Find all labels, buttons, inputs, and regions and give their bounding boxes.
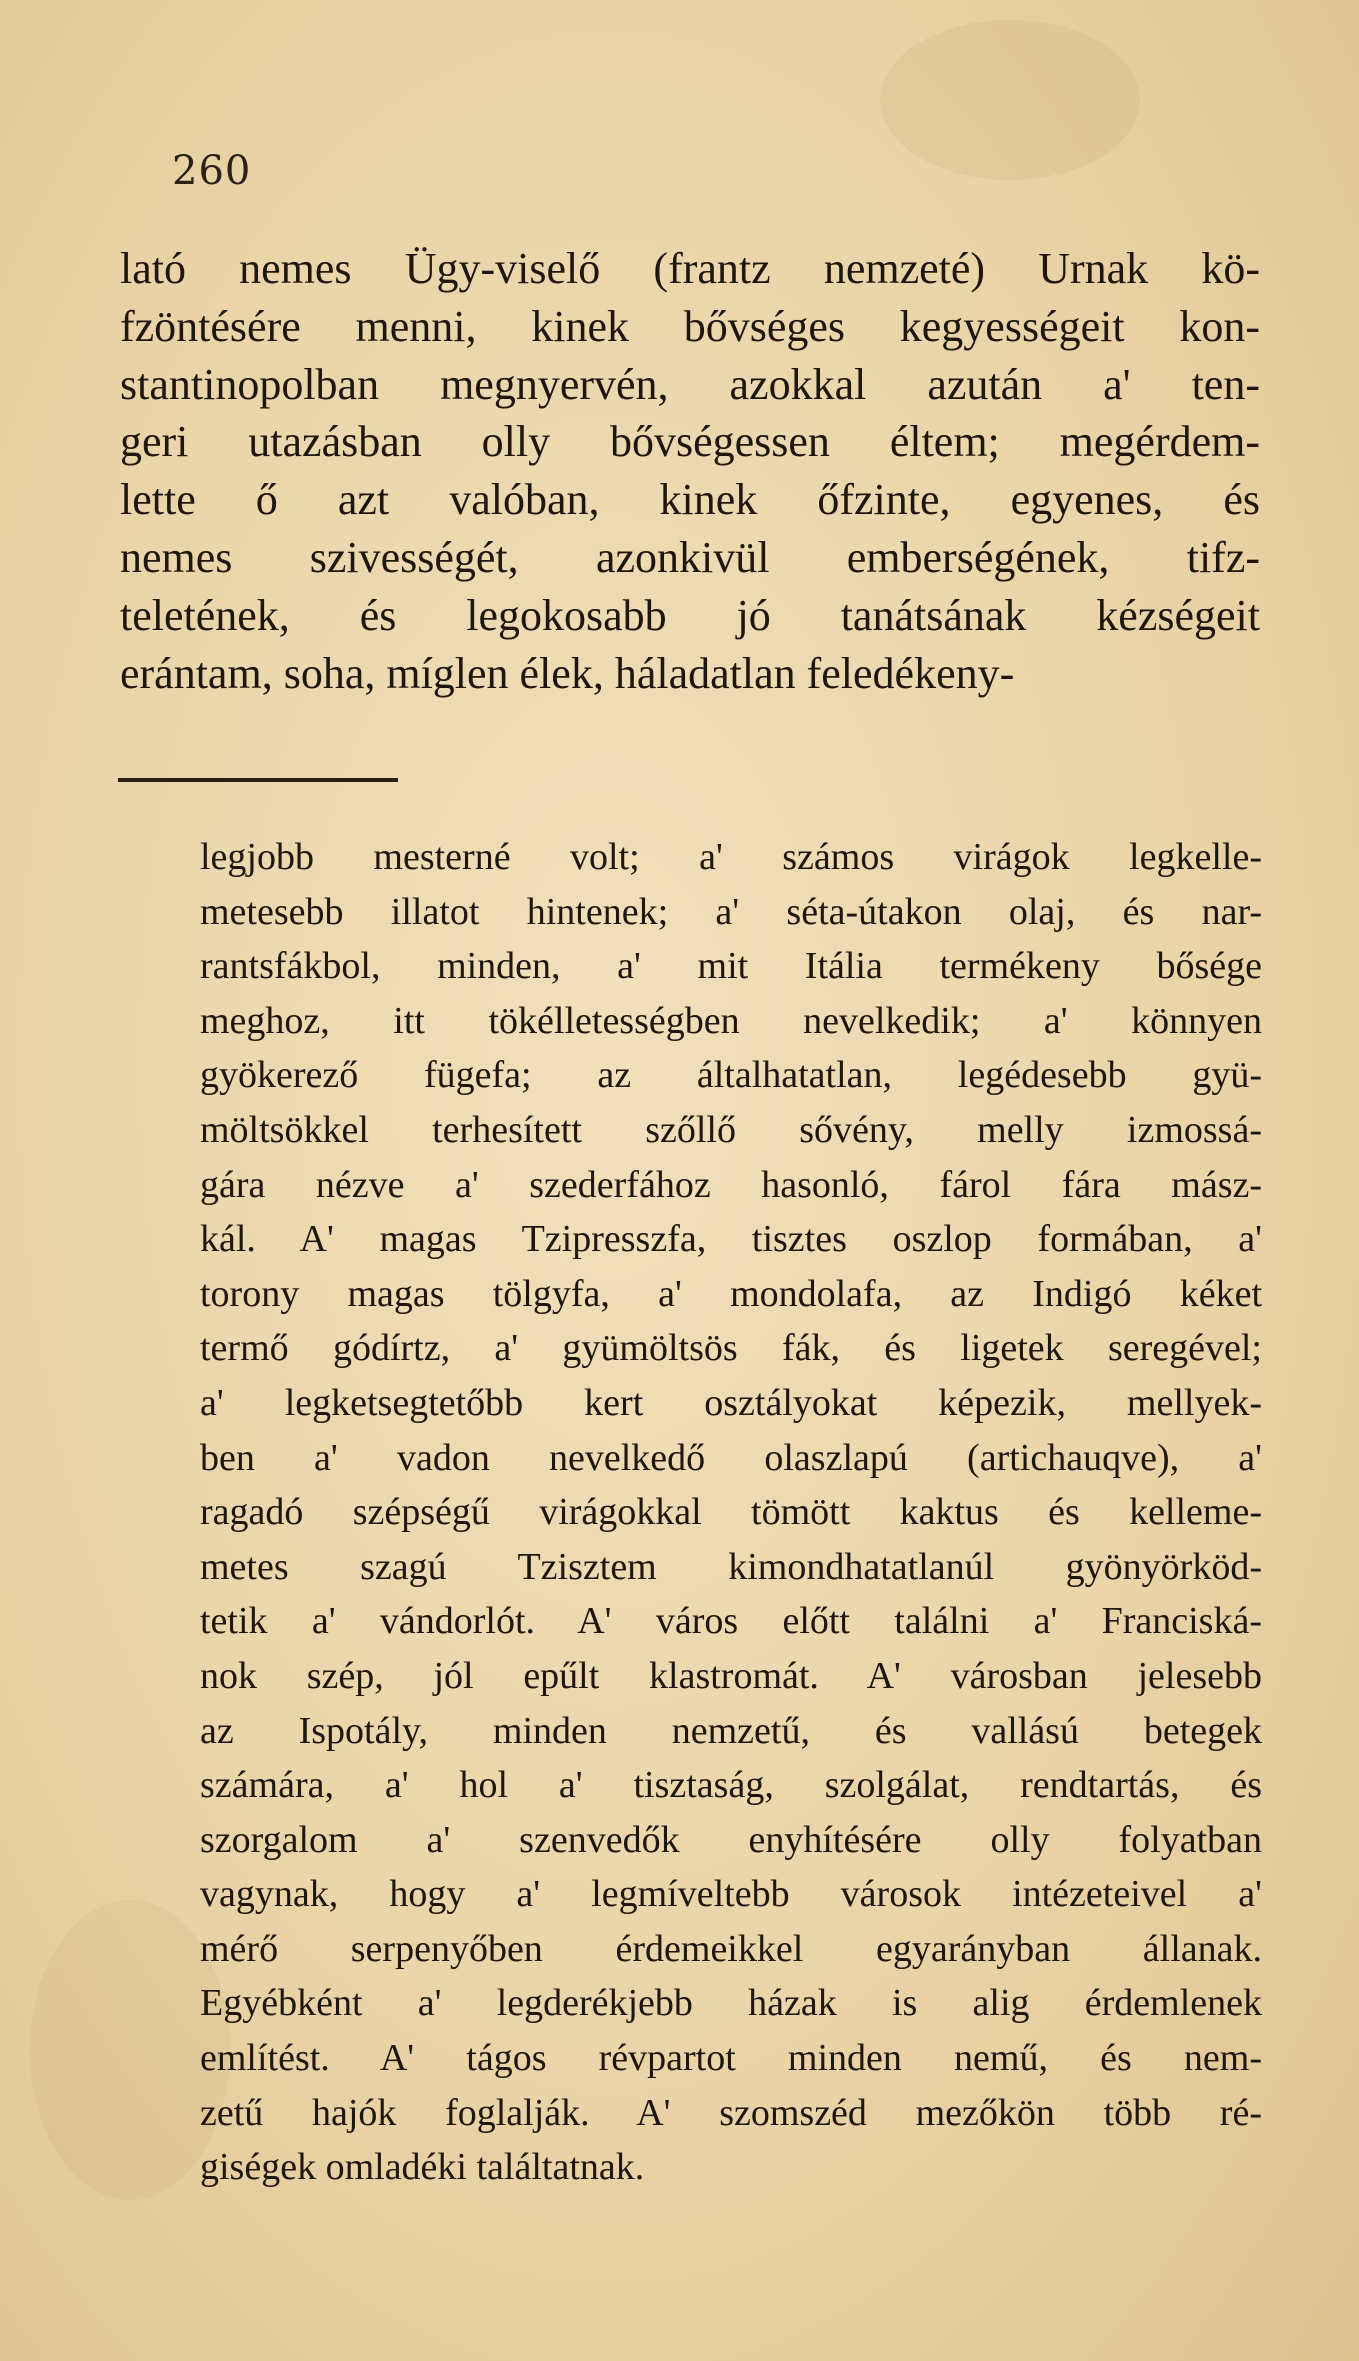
main-text-line: lató nemes Ügy-viselő (frantz nemzeté) Urnak kö- [120, 244, 1260, 293]
footnote-line: legjobb mesterné volt; a' számos virágok legkelle- [200, 836, 1262, 878]
footnote-line: metesebb illatot hintenek; a' séta-útakon olaj, és nar- [200, 890, 1262, 933]
paper-stain [880, 20, 1140, 180]
footnote-line: torony magas tölgyfa, a' mondolafa, az Indigó kéket [200, 1272, 1262, 1315]
footnote-line: zetű hajók foglalják. A' szomszéd mezőkön több ré- [200, 2091, 1262, 2134]
footnote-line: rantsfákbol, minden, a' mit Itália termékeny bősége [200, 945, 1262, 988]
footnote-line: tetik a' vándorlót. A' város előtt találni a' Franciská- [200, 1600, 1262, 1643]
footnote-line: vagynak, hogy a' legmíveltebb városok intézeteivel a' [200, 1873, 1262, 1916]
footnote-line: Egyébként a' legderékjebb házak is alig érdemlenek [200, 1982, 1262, 2025]
footnote [200, 830, 1262, 2195]
footnote-line: számára, a' hol a' tisztaság, szolgálat, rendtartás, és [200, 1764, 1262, 1807]
footnote-line: az Ispotály, minden nemzetű, és vallású betegek [200, 1709, 1262, 1752]
main-text-line: geri utazásban olly bővségessen éltem; megérdem- [120, 417, 1260, 467]
footnote-line: meghoz, itt tökélletességben nevelkedik; a' könnyen [200, 999, 1262, 1042]
page-number: 260 [172, 148, 252, 194]
footnote-line: möltsökkel terhesített szőllő sővény, melly izmossá- [200, 1108, 1262, 1151]
footnote-line: mérő serpenyőben érdemeikkel egyarányban állanak. [200, 1927, 1262, 1970]
main-text-line: teletének, és legokosabb jó tanátsának kézségeit [120, 590, 1260, 640]
main-text-line: fzöntésére menni, kinek bővséges kegyességeit kon- [120, 301, 1260, 351]
footnote-line: termő gódírtz, a' gyümöltsös fák, és ligetek seregével; [200, 1327, 1262, 1370]
footnote-line: a' legketsegtetőbb kert osztályokat képezik, mellyek- [200, 1381, 1262, 1424]
main-text [120, 240, 1260, 702]
footnote-separator [118, 778, 398, 782]
footnote-line: ragadó szépségű virágokkal tömött kaktus és kelleme- [200, 1491, 1262, 1534]
main-text-line: nemes szivességét, azonkivül emberségének, tifz- [120, 532, 1260, 582]
footnote-line: giségek omladéki találtatnak. [200, 2146, 645, 2189]
footnote-line: kál. A' magas Tzipresszfa, tisztes oszlop formában, a' [200, 1218, 1262, 1261]
footnote-line: szorgalom a' szenvedők enyhítésére olly folyatban [200, 1818, 1262, 1861]
main-text-line: stantinopolban megnyervén, azokkal azután a' ten- [120, 359, 1260, 409]
main-text-line: erántam, soha, míglen élek, háladatlan feledékeny- [120, 648, 1015, 698]
footnote-line: metes szagú Tzisztem kimondhatatlanúl gyönyörköd- [200, 1545, 1262, 1588]
footnote-line: gyökerező fügefa; az általhatatlan, legédesebb gyü- [200, 1054, 1262, 1097]
footnote-line: ben a' vadon nevelkedő olaszlapú (artichauqve), a' [200, 1436, 1262, 1479]
footnote-line: gára nézve a' szederfához hasonló, fárol fára mász- [200, 1163, 1262, 1206]
footnote-line: említést. A' tágos révpartot minden nemű, és nem- [200, 2037, 1262, 2080]
main-text-line: lette ő azt valóban, kinek őfzinte, egyenes, és [120, 475, 1260, 525]
footnote-line: nok szép, jól epűlt klastromát. A' városban jelesebb [200, 1654, 1262, 1697]
